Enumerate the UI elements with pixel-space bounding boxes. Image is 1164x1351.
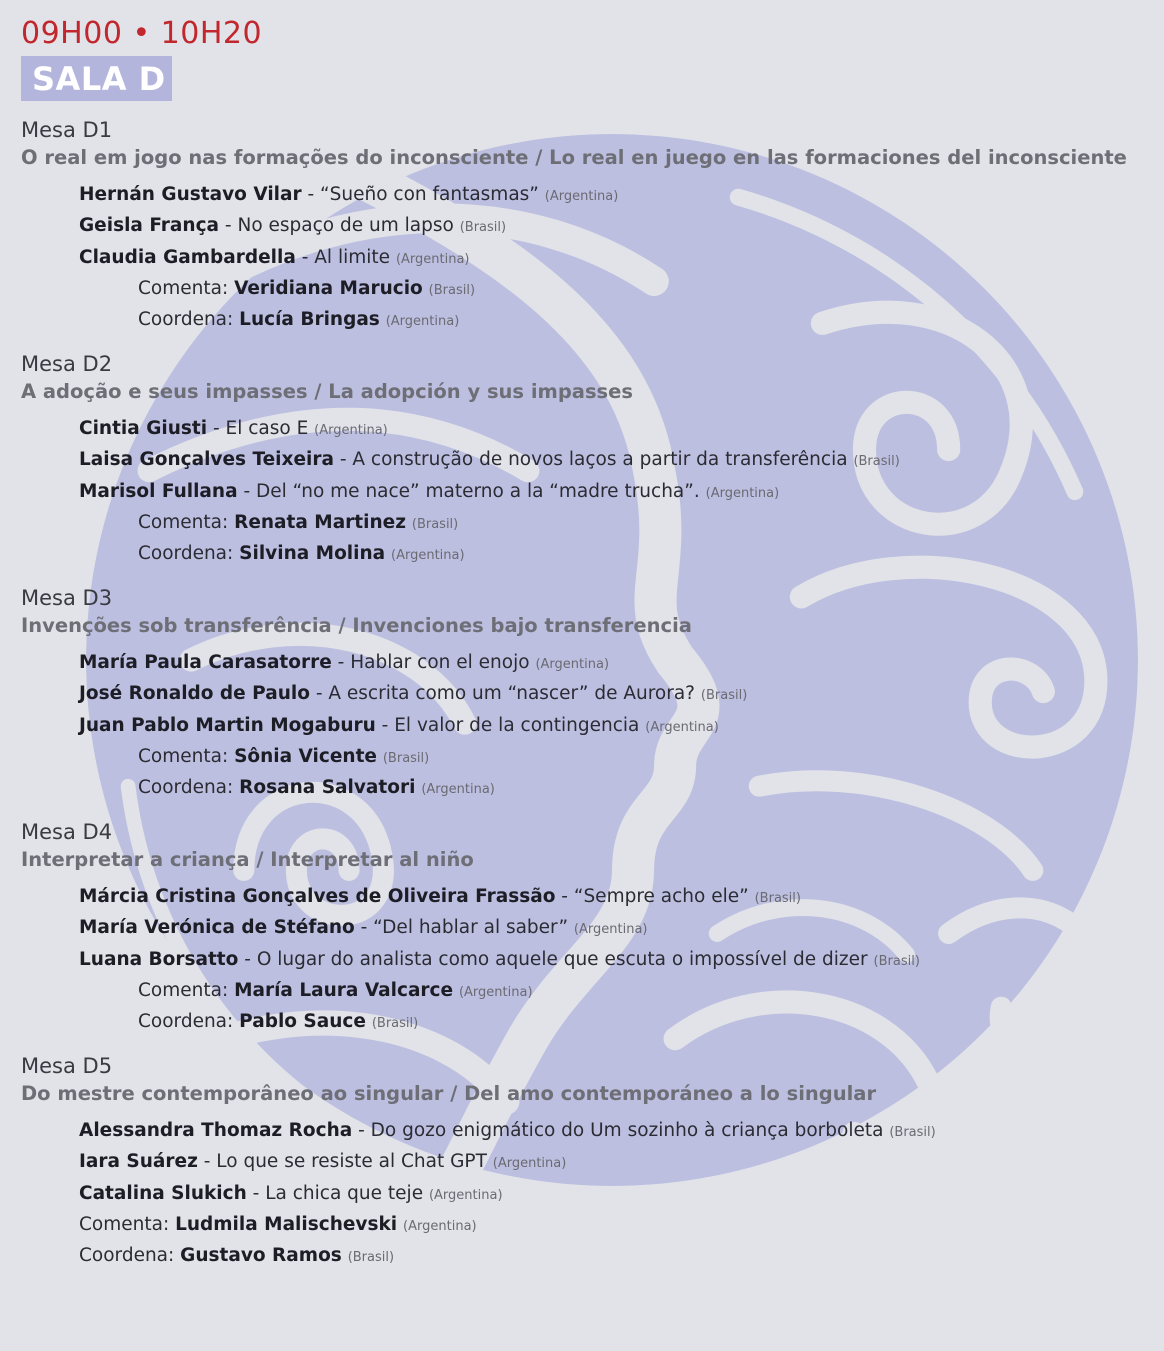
commentator-label: Comenta:: [138, 277, 229, 299]
commentator-name: Veridiana Marucio: [234, 277, 423, 299]
talk-title: Al limite: [314, 246, 391, 268]
coordinator-name: Rosana Salvatori: [239, 777, 416, 799]
talk-title: Lo que se resiste al Chat GPT: [216, 1151, 487, 1173]
talk-item: [21, 913, 1151, 944]
separator: -: [333, 449, 353, 471]
separator: -: [301, 184, 321, 205]
coordinator-line: [21, 1007, 1151, 1038]
talk-title: “Sempre acho ele”: [573, 886, 749, 907]
coordinator-line: [21, 539, 1151, 570]
separator: -: [207, 418, 226, 439]
separator: -: [237, 480, 257, 502]
talk-list: [21, 882, 1151, 1038]
separator: -: [295, 246, 315, 268]
talk-title: Do gozo enigmático do Um sozinho à criança borboleta: [370, 1120, 884, 1141]
mesa-panel: [21, 350, 1151, 570]
speaker-name: Geisla França: [79, 215, 220, 237]
talk-item: [21, 711, 1151, 742]
speaker-name: Márcia Cristina Gonçalves de Oliveira Frassão: [79, 886, 556, 907]
commentator-name: María Laura Valcarce: [234, 979, 454, 1001]
talk-item: [21, 648, 1151, 679]
speaker-name: Cintia Giusti: [79, 418, 208, 439]
talk-title: No espaço de um lapso: [237, 215, 454, 237]
mesa-panel: [21, 818, 1151, 1038]
coordinator-label: Coordena:: [138, 543, 234, 565]
commentator-line: [21, 742, 1151, 773]
talk-item: [21, 1116, 1151, 1147]
separator: -: [219, 215, 238, 237]
coordinator-label: Coordena:: [79, 1245, 175, 1267]
coordinator-name: Gustavo Ramos: [180, 1245, 342, 1267]
coordinator-label: Coordena:: [138, 1011, 234, 1033]
talk-item: [21, 211, 1151, 242]
coordinator-line: [21, 1241, 1151, 1272]
talk-item: [21, 1147, 1151, 1178]
mesa-title: A adoção e seus impasses / La adopción y sus impasses: [21, 380, 633, 403]
separator: -: [555, 886, 574, 907]
commentator-label: Comenta:: [79, 1213, 170, 1235]
separator: -: [375, 714, 395, 736]
coordinator-label: Coordena:: [138, 309, 234, 331]
coordinator-name: Pablo Sauce: [239, 1011, 366, 1033]
speaker-country: (Argentina): [544, 189, 619, 204]
talk-list: [21, 180, 1151, 336]
speaker-name: José Ronaldo de Paulo: [79, 683, 310, 705]
commentator-line: [21, 274, 1151, 305]
talk-item: [21, 1179, 1151, 1210]
speaker-country: (Argentina): [535, 657, 610, 672]
speaker-country: (Argentina): [705, 485, 780, 501]
commentator-name: Renata Martinez: [234, 511, 406, 533]
separator: -: [352, 1120, 371, 1141]
talk-item: [21, 882, 1151, 913]
commentator-line: [21, 976, 1151, 1007]
talk-item: [21, 414, 1151, 445]
commentator-country: (Brasil): [382, 750, 430, 766]
speaker-name: Marisol Fullana: [79, 480, 238, 502]
separator: -: [354, 917, 374, 939]
speaker-country: (Brasil): [853, 454, 900, 470]
mesa-title: Invenções sob transferência / Invenciones bajo transferencia: [21, 614, 692, 637]
commentator-country: (Argentina): [458, 984, 533, 1000]
mesa-panel: [21, 116, 1151, 336]
speaker-country: (Argentina): [645, 719, 719, 735]
speaker-country: (Brasil): [889, 1125, 936, 1140]
mesa-label: Mesa D4: [21, 820, 113, 844]
mesa-panel: [21, 584, 1151, 804]
separator: -: [309, 683, 329, 705]
talk-title: “Sueño con fantasmas”: [320, 184, 539, 205]
speaker-name: Claudia Gambardella: [79, 246, 296, 268]
speaker-country: (Brasil): [873, 953, 920, 969]
coordinator-label: Coordena:: [138, 777, 234, 799]
speaker-name: Luana Borsatto: [79, 948, 239, 970]
commentator-label: Comenta:: [138, 979, 229, 1001]
coordinator-line: [21, 305, 1151, 336]
mesa-panel: [21, 1052, 1151, 1272]
talk-title: A construção de novos laços a partir da transferência: [352, 449, 848, 471]
coordinator-country: (Brasil): [371, 1016, 419, 1032]
mesa-label: Mesa D2: [21, 352, 113, 376]
session-time: 09H00 • 10H20: [21, 16, 263, 51]
coordinator-line: [21, 773, 1151, 804]
talk-title: Hablar con el enojo: [350, 652, 530, 673]
talk-title: Del “no me nace” materno a la “madre trucha”.: [256, 480, 700, 502]
talk-title: El valor de la contingencia: [394, 714, 640, 736]
separator: -: [246, 1182, 266, 1204]
talk-title: A escrita como um “nascer” de Aurora?: [328, 683, 695, 705]
speaker-country: (Brasil): [700, 688, 748, 704]
commentator-label: Comenta:: [138, 745, 229, 767]
coordinator-country: (Argentina): [385, 314, 460, 330]
mesa-title: O real em jogo nas formações do inconsciente / Lo real en juego en las formaciones del inconsciente: [21, 146, 1127, 169]
coordinator-country: (Argentina): [391, 548, 465, 564]
mesa-title: Interpretar a criança / Interpretar al niño: [21, 848, 474, 871]
speaker-country: (Brasil): [754, 891, 801, 906]
separator: -: [238, 948, 257, 970]
speaker-name: María Paula Carasatorre: [79, 652, 332, 673]
speaker-name: Alessandra Thomaz Rocha: [79, 1120, 353, 1141]
speaker-country: (Argentina): [395, 251, 470, 267]
commentator-name: Sônia Vicente: [234, 745, 377, 767]
talk-item: [21, 477, 1151, 508]
separator: -: [197, 1151, 217, 1173]
speaker-country: (Brasil): [459, 220, 507, 236]
commentator-country: (Brasil): [428, 282, 476, 298]
talk-title: “Del hablar al saber”: [373, 917, 569, 939]
commentator-label: Comenta:: [138, 511, 229, 533]
separator: -: [331, 652, 351, 673]
speaker-name: Laisa Gonçalves Teixeira: [79, 449, 334, 471]
talk-item: [21, 679, 1151, 710]
talk-title: El caso E: [225, 418, 309, 439]
commentator-country: (Brasil): [411, 516, 459, 532]
talk-title: La chica que teje: [265, 1182, 424, 1204]
speaker-name: Catalina Slukich: [79, 1182, 247, 1204]
talk-list: [21, 648, 1151, 804]
commentator-country: (Argentina): [403, 1218, 477, 1234]
talk-item: [21, 243, 1151, 274]
talk-list: [21, 1116, 1151, 1272]
commentator-line: [21, 508, 1151, 539]
mesa-label: Mesa D1: [21, 118, 113, 142]
speaker-country: (Argentina): [492, 1156, 567, 1172]
coordinator-name: Silvina Molina: [239, 543, 386, 565]
commentator-name: Ludmila Malischevski: [175, 1213, 398, 1235]
mesa-label: Mesa D3: [21, 586, 113, 610]
talk-list: [21, 414, 1151, 570]
talk-title: O lugar do analista como aquele que escuta o impossível de dizer: [256, 948, 868, 970]
speaker-country: (Argentina): [314, 423, 388, 438]
speaker-country: (Argentina): [573, 922, 648, 938]
coordinator-name: Lucía Bringas: [239, 309, 380, 331]
coordinator-country: (Argentina): [421, 782, 495, 798]
coordinator-country: (Brasil): [347, 1250, 395, 1266]
talk-item: [21, 445, 1151, 476]
room-badge: SALA D: [21, 56, 172, 101]
commentator-line: [21, 1210, 1151, 1241]
speaker-name: Juan Pablo Martin Mogaburu: [79, 714, 376, 736]
speaker-name: Hernán Gustavo Vilar: [79, 184, 302, 205]
talk-item: [21, 945, 1151, 976]
speaker-name: María Verónica de Stéfano: [79, 917, 355, 939]
speaker-country: (Argentina): [428, 1187, 503, 1203]
talk-item: [21, 180, 1151, 211]
mesa-label: Mesa D5: [21, 1054, 113, 1078]
mesa-title: Do mestre contemporâneo ao singular / Del amo contemporáneo a lo singular: [21, 1082, 877, 1105]
speaker-name: Iara Suárez: [79, 1151, 198, 1173]
